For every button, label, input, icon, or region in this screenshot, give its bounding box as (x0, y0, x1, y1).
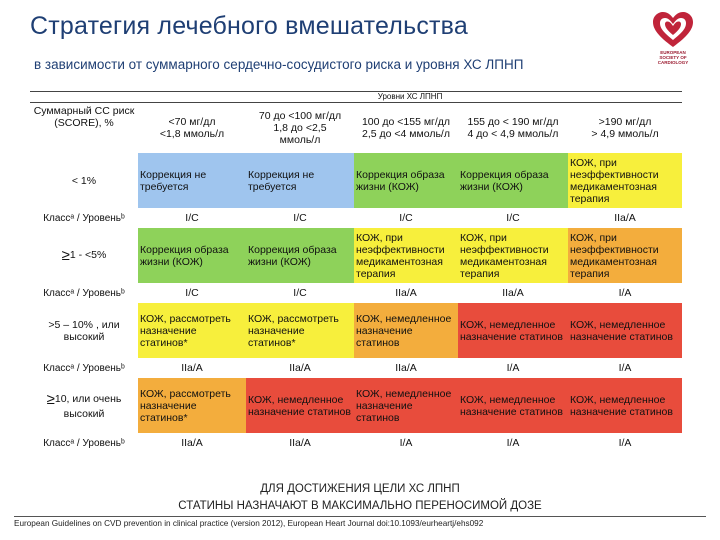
footer-note-line1: ДЛЯ ДОСТИЖЕНИЯ ЦЕЛИ ХС ЛПНП (260, 483, 460, 495)
class-level-value: I/C (185, 212, 199, 224)
risk-level-label: >5 – 10% , или высокий (48, 318, 120, 343)
reference-divider (14, 516, 706, 517)
class-level-value: IIa/A (614, 212, 636, 224)
slide-title: Стратегия лечебного вмешательства (30, 12, 468, 40)
class-level-value: I/A (399, 437, 413, 449)
recommendation-cell: КОЖ, немедленное назначение статинов (458, 303, 568, 358)
risk-symbol: ≥ (46, 391, 55, 408)
logo-line: CARDIOLOGY (657, 60, 689, 65)
recommendation-cell: Коррекция не требуется (138, 153, 246, 208)
recommendation-cell: КОЖ, немедленное назначение статинов (354, 378, 458, 433)
footer-note-line2: СТАТИНЫ НАЗНАЧАЮТ В МАКСИМАЛЬНО ПЕРЕНОСИМОЙ ДОЗЕ (178, 500, 542, 512)
risk-column-header: Суммарный СС риск (SCORE), % (33, 105, 135, 129)
logo-line: SOCIETY OF (659, 55, 687, 60)
class-level-value: IIa/A (181, 437, 203, 449)
recommendation-cell: КОЖ, рассмотреть назначение статинов* (246, 303, 354, 358)
class-level-label: Классᵃ / Уровеньᵇ (43, 437, 125, 449)
recommendation-cell: Коррекция не требуется (246, 153, 354, 208)
class-level-label: Классᵃ / Уровеньᵇ (43, 212, 125, 224)
slide-subtitle: в зависимости от суммарного сердечно-сосудистого риска и уровня ХС ЛПНП (34, 57, 524, 72)
risk-level-label (30, 378, 138, 433)
class-level-value: I/A (506, 362, 520, 374)
ldl-column-header: <70 мг/дл <1,8 ммоль/л (159, 116, 225, 140)
recommendation-cell: КОЖ, немедленное назначение статинов (568, 378, 682, 433)
recommendation-cell: Коррекция образа жизни (КОЖ) (246, 228, 354, 283)
ldl-column-header: 70 до <100 мг/дл 1,8 до <2,5 ммоль/л (258, 110, 342, 146)
recommendation-cell: КОЖ, рассмотреть назначение статинов* (138, 303, 246, 358)
recommendation-cell: КОЖ, при неэффективности медикаментозная терапия (568, 153, 682, 208)
risk-level-text: 10, или очень высокий (54, 393, 122, 420)
logo-line: EUROPEAN (660, 50, 686, 55)
ldl-column-header: 100 до <155 мг/дл 2,5 до <4 ммоль/л (361, 116, 451, 140)
class-level-value: IIa/A (395, 362, 417, 374)
recommendation-cell: КОЖ, немедленное назначение статинов (246, 378, 354, 433)
recommendation-cell: Коррекция образа жизни (КОЖ) (458, 153, 568, 208)
recommendation-cell: КОЖ, при неэффективности медикаментозная терапия (354, 228, 458, 283)
class-level-label: Классᵃ / Уровеньᵇ (43, 362, 125, 374)
esc-logo (650, 10, 696, 70)
class-level-value: IIa/A (289, 437, 311, 449)
class-level-label: Классᵃ / Уровеньᵇ (43, 287, 125, 299)
risk-level-label (30, 228, 138, 283)
recommendation-cell: Коррекция образа жизни (КОЖ) (354, 153, 458, 208)
recommendation-cell: КОЖ, при неэффективности медикаментозная терапия (458, 228, 568, 283)
ldl-column-header: >190 мг/дл > 4,9 ммоль/л (591, 116, 659, 140)
risk-level-text: 1 - <5% (69, 249, 107, 261)
class-level-value: I/C (185, 287, 199, 299)
recommendation-cell: КОЖ, немедленное назначение статинов (354, 303, 458, 358)
recommendation-cell: Коррекция образа жизни (КОЖ) (138, 228, 246, 283)
recommendation-cell: КОЖ, немедленное назначение статинов (458, 378, 568, 433)
class-level-value: I/C (506, 212, 520, 224)
recommendation-cell: КОЖ, немедленное назначение статинов (568, 303, 682, 358)
risk-level-label: < 1% (71, 174, 97, 187)
heart-logo-icon (650, 10, 696, 50)
class-level-value: I/A (618, 287, 632, 299)
class-level-value: IIa/A (289, 362, 311, 374)
recommendation-cell: КОЖ, при неэффективности медикаментозная терапия (568, 228, 682, 283)
class-level-value: IIa/A (395, 287, 417, 299)
treatment-strategy-table (30, 91, 682, 453)
recommendation-cell: КОЖ, рассмотреть назначение статинов* (138, 378, 246, 433)
reference-citation: European Guidelines on CVD prevention in clinical practice (version 2012), European Heart Journal doi:10.1093/eurheartj/ehs092 (14, 519, 484, 528)
class-level-value: I/A (618, 437, 632, 449)
class-level-value: I/A (618, 362, 632, 374)
class-level-value: I/C (293, 287, 307, 299)
class-level-value: I/C (399, 212, 413, 224)
class-level-value: I/A (506, 437, 520, 449)
class-level-value: IIa/A (502, 287, 524, 299)
ldl-levels-header: Уровни ХС ЛПНП (138, 92, 682, 103)
class-level-value: IIa/A (181, 362, 203, 374)
class-level-value: I/C (293, 212, 307, 224)
ldl-column-header: 155 до < 190 мг/дл 4 до < 4,9 ммоль/л (467, 116, 559, 140)
risk-symbol: ≥ (61, 247, 70, 264)
